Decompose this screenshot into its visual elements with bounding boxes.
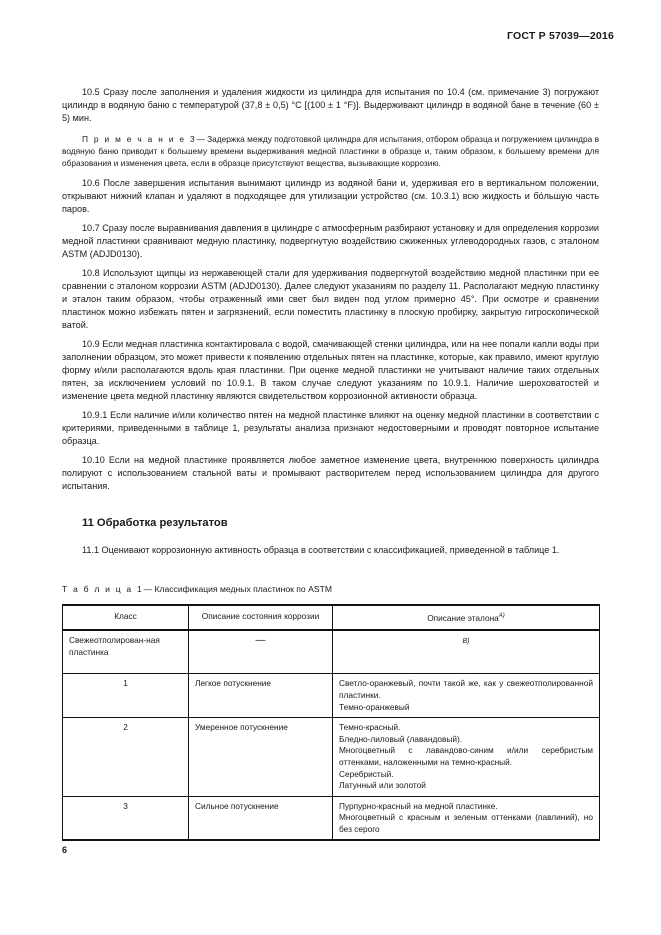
cell-corrosion: Сильное потускнение	[189, 796, 333, 840]
table-head	[63, 605, 600, 630]
etalon-line: Многоцветный с лавандово-синим и/или серебристым оттенками, наложенными на темно-красный.	[339, 745, 593, 767]
note-text: Задержка между подготовкой цилиндра для испытания, отбором образца и погружением цилиндра в водяную баню приводит к большему времени выдерживания медной пластинки в образце и, таким образом, к большему времени для образования и изменения цвета, если в образце присутствуют вещества, вызывающие коррозию.	[62, 134, 599, 168]
page-number: 6	[62, 845, 68, 855]
table-row	[63, 674, 600, 718]
table-row	[63, 718, 600, 797]
cell-etalon	[333, 718, 600, 797]
paragraph-10-7: 10.7 Сразу после выравнивания давления в цилиндре с атмосферным разбирают установку и для определения коррозии медной пластинки сравнивают медную пластинку, подвергнутую воздействию сжиженных углеводородных газов, с эталоном ASTM (ADJD0130).	[62, 223, 599, 259]
paragraph-11-1: 11.1 Оценивают коррозионную активность образца в соответствии с классификацией, приведенной в таблице 1.	[82, 545, 560, 555]
section-heading-11: 11 Обработка результатов	[82, 517, 228, 529]
table-caption-text: Классификация медных пластинок по ASTM	[154, 584, 332, 594]
table-caption-dash: —	[143, 584, 153, 594]
note-3	[62, 133, 599, 169]
etalon-line: Светло-оранжевый, почти такой же, как у свежеотполированной пластинки.	[339, 678, 593, 700]
footnote-marker-b: B)	[462, 638, 470, 646]
cell-corrosion: —	[189, 630, 333, 674]
paragraph-10-8: 10.8 Используют щипцы из нержавеющей стали для удерживания подвергнутой воздействию медной пластинки при ее сравнении с эталоном коррозии ASTM (ADJD0130). Далее следуют указаниям по разделу 11. Располагают медную пластинку и эталон таким образом, чтобы отраженный ими свет был виден под углом примерно 45°. При осмотре и сравнении пластинок можно избежать пятен и загрязнений, если поместить пластинку в плоскую пробирку, закрытую гигроскопической ватой.	[62, 268, 599, 330]
etalon-line: Латунный или золотой	[339, 780, 426, 791]
page-header-standard-code: ГОСТ Р 57039—2016	[506, 30, 614, 42]
table-column-header-class: Класс	[63, 605, 189, 630]
etalon-line: Серебристый.	[339, 768, 394, 779]
table-caption	[62, 583, 599, 595]
cell-class: 2	[63, 718, 189, 797]
cell-corrosion: Легкое потускнение	[189, 674, 333, 718]
etalon-line: Бледно-лиловый (лавандовый).	[339, 733, 463, 744]
paragraph-10-9-1: 10.9.1 Если наличие и/или количество пятен на медной пластинке влияют на оценку медной пластинки в соответствии с критериями, приведенными в таблице 1, результаты анализа признают недостоверными и проводят повторное испытание образца.	[62, 410, 599, 446]
table-column-header-etalon-label: Описание эталона	[427, 612, 499, 623]
table-caption-label: Т а б л и ц а 1	[62, 584, 144, 594]
cell-etalon	[333, 674, 600, 718]
etalon-line: Многоцветный с красным и зеленым оттенками (павлиний), но без серого	[339, 812, 593, 834]
paragraph-10-6: 10.6 После завершения испытания вынимают цилиндр из водяной бани и, удерживая его в вертикальном положении, открывают нижний клапан и удаляют в подходящее для утилизации устройство (см. 10.3.1) всю жидкость и бо́льшую часть паров.	[62, 178, 599, 214]
table-row	[63, 630, 600, 674]
cell-corrosion: Умеренное потускнение	[189, 718, 333, 797]
table-header-row	[63, 605, 600, 630]
etalon-line: Темно-красный.	[339, 722, 401, 733]
page-content	[62, 86, 599, 841]
paragraph-10-10: 10.10 Если на медной пластинке проявляется любое заметное изменение цвета, внутреннюю поверхность цилиндра полируют с использованием стальной ваты и промывают растворителем перед использованием цилиндра для другого испытания.	[62, 455, 599, 491]
paragraph-10-5: 10.5 Сразу после заполнения и удаления жидкости из цилиндра для испытания по 10.4 (см. примечание 3) погружают цилиндр в водяную баню с температурой (37,8 ± 0,5) °C [(100 ± 1 °F)]. Выдерживают цилиндр в водяной бане в течение (60 ± 5) мин.	[62, 87, 599, 123]
cell-etalon	[333, 630, 600, 674]
etalon-line: Темно-оранжевый	[339, 701, 410, 712]
table-column-header-etalon	[333, 605, 600, 630]
cell-etalon	[333, 796, 600, 840]
cell-class: Свежеотполирован-ная пластинка	[63, 630, 189, 674]
classification-table	[62, 604, 600, 841]
cell-class: 3	[63, 796, 189, 840]
table-column-header-corrosion: Описание состояния коррозии	[189, 605, 333, 630]
table-row	[63, 796, 600, 840]
cell-class: 1	[63, 674, 189, 718]
table-body	[63, 630, 600, 840]
note-label: П р и м е ч а н и е 3	[82, 134, 197, 144]
etalon-line: Пурпурно-красный на медной пластинке.	[339, 800, 498, 811]
footnote-marker-a: A)	[498, 613, 505, 619]
note-dash: —	[196, 134, 205, 144]
paragraph-10-9: 10.9 Если медная пластинка контактировала с водой, смачивающей стенки цилиндра, или на нее попали капли воды при заполнении образцом, это может привести к появлению отдельных пятен на пластинке, которые, как правило, имеют круглую форму и/или располагаются вдоль края пластинки. При оценке медной пластинки не учитывают наличие таких отдельных пятен, за исключением условий по 10.9.1. В таком случае следуют указаниям по 10.9.1. Наличие шероховатостей и изменение цвета медной пластинку являются свидетельством коррозионной активности образца.	[62, 339, 599, 401]
